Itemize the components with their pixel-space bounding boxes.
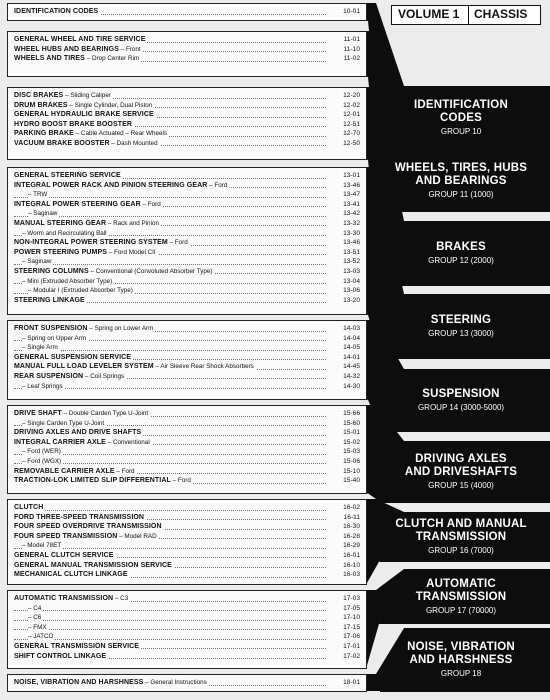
toc-entry-text — [22, 542, 63, 549]
leader-dots — [14, 510, 326, 511]
toc-page-number: 15-01 — [328, 428, 360, 438]
toc-entry[interactable] — [14, 277, 360, 287]
toc-entry[interactable] — [14, 541, 360, 551]
group-label[interactable] — [372, 388, 550, 413]
toc-entry-title: POWER STEERING PUMPS — [14, 248, 108, 256]
toc-entry-subtitle: – FMX — [28, 623, 47, 631]
toc-entry-text — [14, 130, 169, 137]
toc-entry[interactable] — [14, 35, 360, 45]
toc-entry-text — [14, 363, 256, 370]
toc-entry-subtitle: – Single Arm — [22, 344, 58, 352]
leader-dots — [14, 620, 326, 621]
toc-entry-title: CLUTCH — [14, 504, 44, 511]
toc-entry-title: MANUAL FULL LOAD LEVELER SYSTEM — [14, 363, 154, 371]
toc-page-number: 13-42 — [328, 209, 360, 219]
toc-entry-text — [14, 55, 141, 62]
toc-entry[interactable] — [14, 101, 360, 111]
group-label[interactable] — [372, 314, 550, 339]
toc-page-number: 15-03 — [328, 447, 360, 457]
toc-entry-subtitle: – Ford — [207, 181, 228, 189]
toc-entry[interactable] — [14, 257, 360, 267]
toc-entry[interactable] — [14, 409, 360, 419]
toc-entry-title: GENERAL WHEEL AND TIRE SERVICE — [14, 36, 146, 43]
toc-entry[interactable] — [14, 209, 360, 219]
toc-entry-subtitle: – Ford — [167, 239, 188, 247]
toc-entry-subtitle: – C4 — [28, 604, 42, 612]
toc-page-number: 13-52 — [328, 257, 360, 267]
toc-entry-subtitle: – Conventional (Convoluted Absorber Type) — [88, 267, 213, 275]
toc-entry-title: GENERAL STEERING SERVICE — [14, 172, 121, 179]
toc-entry-text — [14, 239, 190, 246]
toc-page-number: 14-30 — [328, 382, 360, 392]
toc-entry[interactable] — [14, 181, 360, 191]
toc-page-number: 17-06 — [328, 632, 360, 642]
toc-page-number: 12-01 — [328, 110, 360, 120]
toc-page-number: 13-46 — [328, 181, 360, 191]
toc-entry-text — [22, 344, 60, 351]
toc-entry-text — [14, 523, 164, 530]
toc-entry-text — [14, 571, 130, 578]
toc-entry-subtitle: – Single Cylinder, Dual Piston — [67, 101, 153, 109]
toc-entry[interactable] — [14, 190, 360, 200]
toc-entry-text — [28, 287, 135, 294]
toc-entry[interactable] — [14, 91, 360, 101]
toc-entry-text — [14, 92, 113, 99]
toc-section — [7, 167, 367, 315]
toc-page-number: 16-29 — [328, 541, 360, 551]
toc-entry-title: FOUR SPEED OVERDRIVE TRANSMISSION — [14, 523, 162, 531]
toc-entry-subtitle: – Modular I (Extruded Absorber Type) — [28, 287, 133, 295]
toc-entry[interactable] — [14, 457, 360, 467]
toc-page-number: 17-05 — [328, 604, 360, 614]
toc-page-number: 16-10 — [328, 561, 360, 571]
toc-page-number: 13-47 — [328, 190, 360, 200]
toc-entry-subtitle: – Ford (WGX) — [22, 457, 62, 465]
group-title: CLUTCH AND MANUAL — [395, 518, 527, 530]
toc-entry[interactable] — [14, 238, 360, 248]
toc-entry-subtitle: – Model 78ET — [22, 542, 62, 550]
toc-page-number: 16-30 — [328, 522, 360, 532]
toc-entry-title: NOISE, VIBRATION AND HARSHNESS — [14, 679, 144, 686]
toc-entry[interactable] — [14, 200, 360, 210]
toc-entry-title: DRUM BRAKES — [14, 101, 68, 109]
toc-entry[interactable] — [14, 428, 360, 438]
toc-entry-text — [14, 643, 141, 650]
toc-page-number: 17-01 — [328, 642, 360, 652]
volume-section: CHASSIS — [474, 7, 528, 21]
toc-entry-text — [22, 335, 88, 342]
toc-page-number: 12-20 — [328, 91, 360, 101]
toc-entry-title: GENERAL SUSPENSION SERVICE — [14, 353, 132, 361]
group-title: SUSPENSION — [422, 388, 500, 400]
toc-page-number: 14-04 — [328, 334, 360, 344]
toc-entry-text — [14, 182, 229, 189]
toc-entry-subtitle: – Dash Mounted — [109, 139, 158, 147]
toc-section — [7, 31, 367, 77]
toc-entry-text — [14, 354, 133, 361]
toc-entry-text — [14, 297, 87, 304]
toc-entry-title: SHIFT CONTROL LINKAGE — [14, 652, 107, 660]
toc-entry-subtitle: – C3 — [113, 595, 129, 602]
toc-entry[interactable] — [14, 522, 360, 532]
toc-entry[interactable] — [14, 334, 360, 344]
toc-entry-subtitle: – Spring on Upper Arm — [22, 334, 87, 342]
toc-entry[interactable] — [14, 362, 360, 372]
toc-entry-subtitle: – General Instructions — [143, 679, 207, 686]
toc-entry-title: DISC BRAKES — [14, 92, 64, 99]
toc-entry-text — [14, 595, 130, 602]
toc-page-number: 13-32 — [328, 219, 360, 229]
group-number: GROUP 13 (3000) — [428, 329, 494, 338]
toc-entry-title: INTEGRAL CARRIER AXLE — [14, 438, 106, 446]
toc-entry-text — [14, 249, 158, 256]
toc-page-number: 12-70 — [328, 129, 360, 139]
group-number: GROUP 17 (70000) — [425, 605, 497, 615]
toc-entry-text — [14, 533, 159, 540]
toc-entry[interactable] — [14, 382, 360, 392]
toc-page-number: 13-41 — [328, 200, 360, 210]
toc-entry-subtitle: – Ford — [140, 200, 161, 208]
toc-entry-subtitle: – Conventional — [105, 438, 150, 446]
group-label[interactable] — [372, 99, 550, 137]
toc-entry-text — [14, 268, 215, 275]
toc-page-number: 17-02 — [328, 652, 360, 662]
toc-section — [7, 3, 367, 21]
toc-entry-title: NON-INTEGRAL POWER STEERING SYSTEM — [14, 239, 168, 247]
toc-entry[interactable] — [14, 229, 360, 239]
toc-entry[interactable] — [14, 551, 360, 561]
toc-page-number: 17-15 — [328, 623, 360, 633]
group-title: TRANSMISSION — [415, 531, 507, 543]
toc-entry-text — [22, 230, 109, 237]
toc-entry-subtitle: – Rack and Pinion — [106, 219, 159, 227]
toc-entry-text — [28, 614, 43, 621]
toc-page-number: 13-04 — [328, 277, 360, 287]
toc-page-number: 14-32 — [328, 372, 360, 382]
group-number: GROUP 14 (3000-5000) — [417, 403, 505, 412]
toc-section — [7, 405, 367, 494]
group-number: GROUP 18 — [440, 669, 482, 678]
toc-entry-text — [14, 220, 161, 227]
toc-page-number: 15-06 — [328, 457, 360, 467]
group-title: DRIVING AXLES — [415, 453, 507, 465]
toc-entry-text — [14, 111, 156, 118]
toc-entry-text — [14, 429, 143, 436]
group-label[interactable] — [372, 453, 550, 491]
group-label[interactable] — [372, 518, 550, 556]
toc-entry-text — [14, 140, 160, 147]
toc-entry-title: DRIVING AXLES AND DRIVE SHAFTS — [14, 429, 142, 437]
toc-page-number: 13-06 — [328, 286, 360, 296]
toc-entry-subtitle: – JATCO — [28, 633, 54, 641]
toc-entry-text — [28, 633, 55, 640]
toc-entry[interactable] — [14, 139, 360, 149]
group-number: GROUP 15 (4000) — [428, 481, 494, 490]
toc-page-number: 14-01 — [328, 353, 360, 363]
group-title: AND HARSHNESS — [409, 654, 513, 666]
leader-dots — [14, 264, 326, 265]
leader-dots — [14, 350, 326, 351]
toc-entry-text — [28, 191, 49, 198]
toc-entry-text — [14, 325, 155, 332]
toc-entry-text — [14, 373, 126, 380]
toc-entry[interactable] — [14, 594, 360, 604]
toc-entry-text — [14, 653, 108, 660]
toc-entry[interactable] — [14, 7, 360, 17]
toc-entry-text — [28, 624, 49, 631]
toc-entry[interactable] — [14, 324, 360, 334]
toc-page-number: 16-03 — [328, 570, 360, 580]
toc-entry-title: IDENTIFICATION CODES — [14, 8, 99, 15]
group-number: GROUP 11 (1000) — [428, 190, 494, 199]
toc-entry-text — [14, 552, 116, 559]
toc-entry-text — [14, 477, 193, 484]
toc-entry-title: GENERAL HYDRAULIC BRAKE SERVICE — [14, 111, 154, 119]
toc-entry-title: MECHANICAL CLUTCH LINKAGE — [14, 571, 128, 579]
toc-entry-text — [22, 258, 53, 265]
toc-entry-text — [14, 46, 143, 53]
toc-entry[interactable] — [14, 632, 360, 642]
toc-entry-text — [14, 562, 174, 569]
leader-dots — [14, 639, 326, 640]
toc-entry-title: VACUUM BRAKE BOOSTER — [14, 139, 110, 147]
toc-page-number: 10-01 — [328, 7, 360, 17]
toc-entry[interactable] — [14, 604, 360, 614]
toc-entry[interactable] — [14, 248, 360, 258]
toc-entry-text — [22, 420, 106, 427]
toc-entry-text — [14, 36, 147, 43]
toc-entry-text — [28, 210, 59, 217]
toc-entry[interactable] — [14, 447, 360, 457]
toc-entry[interactable] — [14, 570, 360, 580]
toc-page-number: 14-03 — [328, 324, 360, 334]
toc-entry-subtitle: – Single Carden Type U-Joint — [22, 419, 105, 427]
toc-entry-text — [14, 439, 152, 446]
toc-entry[interactable] — [14, 678, 360, 688]
toc-entry-text — [14, 121, 134, 128]
toc-entry-subtitle: – Front — [118, 45, 141, 53]
toc-entry-subtitle: – Ford — [114, 467, 135, 475]
toc-page-number: 17-10 — [328, 613, 360, 623]
toc-entry-subtitle: – Cable Actuated – Rear Wheels — [73, 130, 168, 138]
toc-entry[interactable] — [14, 171, 360, 181]
toc-entry-title: TRACTION-LOK LIMITED SLIP DIFFERENTIAL — [14, 477, 171, 485]
toc-entry[interactable] — [14, 532, 360, 542]
toc-page-number: 15-60 — [328, 419, 360, 429]
toc-entry-title: GENERAL TRANSMISSION SERVICE — [14, 642, 140, 650]
group-title: WHEELS, TIRES, HUBS — [394, 162, 528, 174]
volume-header — [391, 5, 541, 25]
group-title: BRAKES — [436, 241, 486, 253]
toc-entry-title: PARKING BRAKE — [14, 130, 74, 138]
toc-entry-text — [14, 172, 123, 179]
toc-entry-subtitle: – Drop Center Rim — [84, 55, 140, 63]
toc-page-number: 18-01 — [328, 678, 360, 688]
toc-page-number: 15-66 — [328, 409, 360, 419]
toc-entry-title: FORD THREE-SPEED TRANSMISSION — [14, 513, 145, 521]
leader-dots — [14, 216, 326, 217]
group-title: AND DRIVESHAFTS — [404, 466, 518, 478]
toc-entry[interactable] — [14, 419, 360, 429]
toc-page-number: 12-50 — [328, 139, 360, 149]
toc-entry-title: GENERAL MANUAL TRANSMISSION SERVICE — [14, 561, 172, 569]
toc-entry[interactable] — [14, 652, 360, 662]
toc-entry-subtitle: – Saginaw — [28, 210, 58, 218]
toc-entry-title: INTEGRAL POWER STEERING GEAR — [14, 200, 141, 208]
toc-entry-title: INTEGRAL POWER RACK AND PINION STEERING GEAR — [14, 181, 208, 189]
toc-entry-title: MANUAL STEERING GEAR — [14, 219, 107, 227]
volume-divider — [468, 6, 469, 24]
group-title: NOISE, VIBRATION — [407, 641, 515, 653]
toc-entry[interactable] — [14, 561, 360, 571]
toc-entry[interactable] — [14, 267, 360, 277]
toc-page-number: 14-05 — [328, 343, 360, 353]
toc-entry-text — [14, 8, 100, 15]
toc-page-number: 11-01 — [328, 35, 360, 45]
toc-entry[interactable] — [14, 129, 360, 139]
toc-page-number: 13-20 — [328, 296, 360, 306]
toc-entry-text — [22, 383, 65, 390]
toc-entry-text — [14, 504, 45, 511]
toc-entry-title: STEERING LINKAGE — [14, 296, 85, 304]
toc-page-number: 13-51 — [328, 248, 360, 258]
toc-entry-text — [22, 278, 114, 285]
group-number: GROUP 16 (7000) — [428, 546, 494, 555]
group-number: GROUP 12 (2000) — [428, 256, 494, 265]
toc-entry-text — [14, 468, 137, 475]
toc-entry-text — [14, 514, 146, 521]
group-label[interactable] — [372, 578, 550, 616]
toc-page-number: 13-46 — [328, 238, 360, 248]
toc-page-number: 13-30 — [328, 229, 360, 239]
toc-page-number: 16-11 — [328, 513, 360, 523]
toc-entry-subtitle: – Sliding Caliper — [63, 92, 111, 99]
toc-entry[interactable] — [14, 438, 360, 448]
volume-label: VOLUME 1 — [398, 7, 460, 21]
toc-entry-subtitle: – Worm and Recirculating Ball — [22, 229, 107, 237]
toc-entry-title: WHEELS AND TIRES — [14, 55, 85, 63]
toc-entry-text — [14, 201, 163, 208]
group-title: AND BEARINGS — [415, 175, 507, 187]
toc-page-number: 15-10 — [328, 467, 360, 477]
toc-entry-title: REMOVABLE CARRIER AXLE — [14, 467, 115, 475]
group-number: GROUP 10 — [440, 127, 482, 136]
toc-entry-title: STEERING COLUMNS — [14, 267, 89, 275]
toc-page-number: 16-28 — [328, 532, 360, 542]
toc-entry[interactable] — [14, 296, 360, 306]
toc-entry[interactable] — [14, 467, 360, 477]
toc-entry[interactable] — [14, 353, 360, 363]
toc-entry-title: FRONT SUSPENSION — [14, 325, 88, 332]
toc-entry[interactable] — [14, 219, 360, 229]
toc-entry-text — [22, 458, 63, 465]
toc-entry[interactable] — [14, 613, 360, 623]
group-title: AUTOMATIC — [426, 577, 496, 590]
toc-entry[interactable] — [14, 45, 360, 55]
toc-entry-subtitle: – Air Sleeve Rear Shock Absorbers — [153, 363, 254, 371]
toc-page-number: 17-03 — [328, 594, 360, 604]
toc-entry-title: DRIVE SHAFT — [14, 410, 62, 417]
toc-page-number: 12-02 — [328, 101, 360, 111]
toc-entry[interactable] — [14, 343, 360, 353]
toc-section — [7, 590, 367, 669]
group-title: IDENTIFICATION — [414, 99, 508, 111]
toc-entry-subtitle: – Ford — [170, 477, 191, 485]
toc-page-number: 15-40 — [328, 476, 360, 486]
toc-entry[interactable] — [14, 503, 360, 513]
toc-page-number: 13-03 — [328, 267, 360, 277]
toc-entry-subtitle: – Double Carden Type U-Joint — [61, 410, 149, 417]
toc-section — [7, 499, 367, 585]
toc-entry[interactable] — [14, 642, 360, 652]
toc-entry-subtitle: – Ford Model CII — [107, 248, 156, 256]
toc-entry-subtitle: – Spring on Lower Arm — [87, 325, 154, 332]
leader-dots — [14, 197, 326, 198]
toc-entry-subtitle: – Mini (Extruded Absorber Type) — [22, 277, 113, 285]
toc-section — [7, 320, 367, 400]
toc-section — [7, 87, 367, 160]
toc-entry-title: HYDRO BOOST BRAKE BOOSTER — [14, 120, 133, 128]
toc-entry-text — [28, 605, 43, 612]
toc-entry-subtitle: – Model RAD — [117, 532, 157, 540]
toc-entry[interactable] — [14, 110, 360, 120]
group-title: STEERING — [430, 314, 492, 326]
toc-page-number: 11-02 — [328, 54, 360, 64]
toc-entry-text — [14, 102, 154, 109]
toc-entry[interactable] — [14, 372, 360, 382]
toc-page-number: 16-01 — [328, 551, 360, 561]
leader-dots — [14, 610, 326, 611]
toc-entry[interactable] — [14, 286, 360, 296]
group-label[interactable] — [372, 241, 550, 266]
toc-entry[interactable] — [14, 513, 360, 523]
toc-page-number: 12-51 — [328, 120, 360, 130]
toc-section — [7, 674, 367, 692]
toc-entry-subtitle: – TRW — [28, 191, 48, 199]
toc-entry[interactable] — [14, 54, 360, 64]
toc-entry-subtitle: – Coil Springs — [83, 372, 125, 380]
toc-entry-subtitle: – Saginaw — [22, 258, 52, 266]
toc-entry-title: FOUR SPEED TRANSMISSION — [14, 532, 118, 540]
toc-entry-text — [14, 410, 150, 417]
toc-page-number: 11-10 — [328, 45, 360, 55]
toc-page-number: 14-45 — [328, 362, 360, 372]
toc-entry-subtitle: – Ford (WER) — [22, 448, 61, 456]
toc-entry-title: WHEEL HUBS AND BEARINGS — [14, 45, 119, 53]
toc-entry[interactable] — [14, 476, 360, 486]
group-title: CODES — [440, 112, 482, 124]
toc-entry-title: GENERAL CLUTCH SERVICE — [14, 551, 114, 559]
toc-entry[interactable] — [14, 120, 360, 130]
group-title: TRANSMISSION — [415, 590, 507, 603]
group-label[interactable] — [372, 162, 550, 200]
toc-entry-text — [14, 679, 209, 686]
toc-page-number: 15-02 — [328, 438, 360, 448]
group-label[interactable] — [372, 641, 550, 679]
toc-entry-title: REAR SUSPENSION — [14, 372, 84, 380]
toc-page-number: 13-01 — [328, 171, 360, 181]
toc-entry-subtitle: – Leaf Springs — [22, 382, 63, 390]
toc-entry-subtitle: – C6 — [28, 614, 42, 622]
leader-dots — [14, 629, 326, 630]
toc-entry-text — [22, 448, 63, 455]
toc-entry-title: AUTOMATIC TRANSMISSION — [14, 595, 114, 602]
toc-page-number: 16-02 — [328, 503, 360, 513]
toc-entry[interactable] — [14, 623, 360, 633]
